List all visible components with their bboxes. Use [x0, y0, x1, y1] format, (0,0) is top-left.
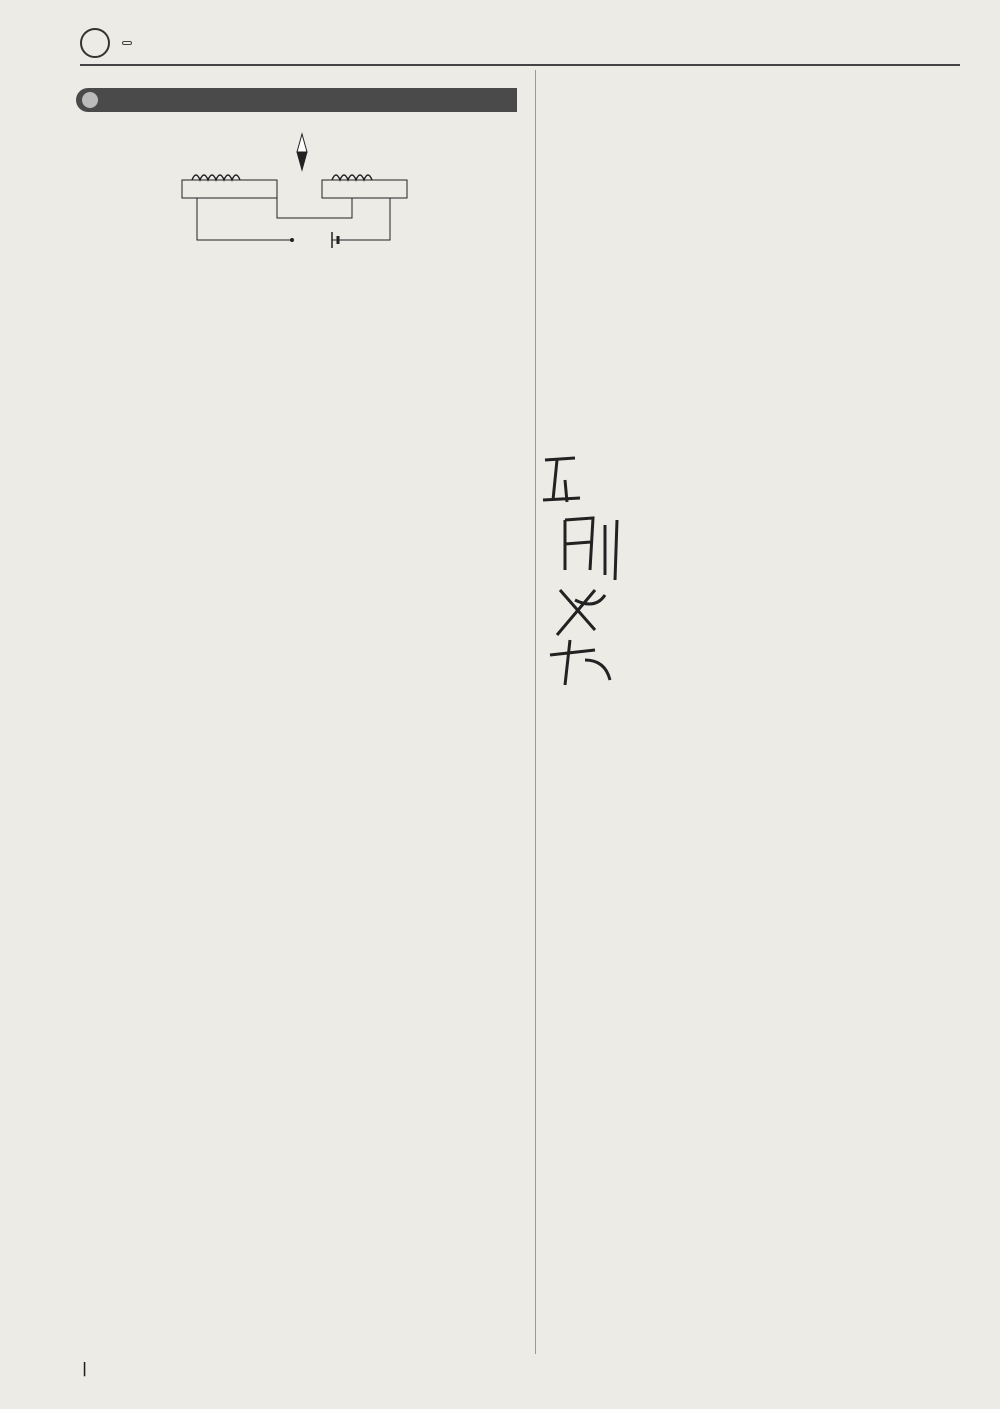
right-solenoid-core [322, 180, 407, 198]
left-column [82, 74, 517, 315]
compass-needle-icon [297, 134, 307, 170]
connecting-wire [277, 198, 352, 218]
left-solenoid-core [182, 180, 277, 198]
switch-contact [290, 238, 294, 242]
book-title: | [82, 1361, 88, 1377]
solenoid-circuit-diagram [152, 128, 412, 258]
header-divider [80, 64, 960, 66]
feedback-banner [76, 88, 517, 112]
q02-analysis [82, 276, 517, 302]
handwritten-annotation [535, 440, 645, 700]
bullet-icon [82, 92, 98, 108]
brand-tag [122, 41, 132, 45]
column-divider [535, 70, 536, 1354]
circuit-wire [197, 198, 390, 240]
right-solenoid-winding [332, 175, 372, 180]
brand-logo-icon [80, 28, 110, 58]
left-solenoid-winding [192, 175, 240, 180]
page-footer [82, 1354, 87, 1379]
page-header [80, 28, 132, 58]
